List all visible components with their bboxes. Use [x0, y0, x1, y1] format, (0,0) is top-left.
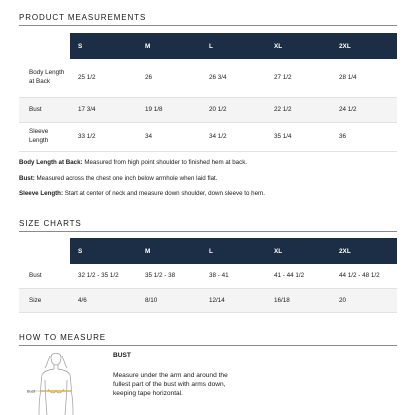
table-cell: 32 1/2 - 35 1/2 — [70, 264, 137, 288]
row-label: Bust — [19, 264, 70, 288]
note-text: Start at center of neck and measure down shoulder, down sleeve to hem. — [63, 190, 265, 197]
table-cell: 35 1/4 — [266, 122, 331, 151]
table-cell: 12/14 — [201, 288, 266, 312]
header-size-2xl: 2XL — [331, 238, 397, 264]
note-text: Measured across the chest one inch below armhole when laid flat. — [34, 175, 218, 182]
header-size-m: M — [137, 238, 201, 264]
bust-measure-figure — [20, 350, 92, 415]
note-text: Measured from high point shoulder to finished hem at back. — [82, 159, 248, 166]
note-bust — [19, 175, 399, 182]
table-cell: 44 1/2 - 48 1/2 — [331, 264, 397, 288]
header-corner — [19, 238, 70, 264]
header-size-s: S — [70, 238, 137, 264]
table-cell: 17 3/4 — [70, 97, 137, 122]
header-size-l: L — [201, 33, 266, 59]
table-cell: 34 1/2 — [201, 122, 266, 151]
table-cell: 34 — [137, 122, 201, 151]
table-row — [19, 122, 397, 151]
table-header-row — [19, 238, 397, 264]
table-header-row — [19, 33, 397, 59]
row-label: Size — [19, 288, 70, 312]
table-cell: 25 1/2 — [70, 59, 137, 97]
header-size-l: L — [201, 238, 266, 264]
header-size-2xl: 2XL — [331, 33, 397, 59]
note-term: Body Length at Back: — [19, 159, 83, 166]
table-cell: 38 - 41 — [201, 264, 266, 288]
hair-right — [62, 356, 67, 368]
figure-outline — [39, 353, 73, 415]
table-cell: 28 1/4 — [331, 59, 397, 97]
table-cell: 26 — [137, 59, 201, 97]
table-cell: 27 1/2 — [266, 59, 331, 97]
note-body-length — [19, 159, 399, 166]
table-cell: 41 - 44 1/2 — [266, 264, 331, 288]
table-cell: 8/10 — [137, 288, 201, 312]
row-label: Bust — [19, 97, 70, 122]
note-sleeve-length — [19, 190, 399, 197]
table-row — [19, 264, 397, 288]
header-corner — [19, 33, 70, 59]
table-cell: 35 1/2 - 38 — [137, 264, 201, 288]
header-size-s: S — [70, 33, 137, 59]
table-row — [19, 288, 397, 312]
header-size-m: M — [137, 33, 201, 59]
table-row — [19, 97, 397, 122]
size-charts-table — [19, 238, 397, 313]
table-cell: 4/6 — [70, 288, 137, 312]
product-measurements-title: PRODUCT MEASUREMENTS — [19, 13, 397, 26]
table-cell: 22 1/2 — [266, 97, 331, 122]
table-cell: 26 3/4 — [201, 59, 266, 97]
header-size-xl: XL — [266, 238, 331, 264]
note-term: Sleeve Length: — [19, 190, 64, 197]
table-cell: 20 — [331, 288, 397, 312]
left-torso-outline — [45, 380, 47, 415]
bust-heading: BUST — [113, 352, 131, 359]
table-cell: 24 1/2 — [331, 97, 397, 122]
hair-left — [45, 356, 50, 368]
table-row — [19, 59, 397, 97]
table-cell: 20 1/2 — [201, 97, 266, 122]
table-cell: 19 1/8 — [137, 97, 201, 122]
row-label: Body Length at Back — [19, 59, 70, 97]
bust-instructions: Measure under the arm and around the fullest part of the bust with arms down, keeping tape horizontal. — [113, 372, 228, 397]
how-to-measure-title: HOW TO MEASURE — [19, 333, 397, 346]
header-size-xl: XL — [266, 33, 331, 59]
figure-label: Bust — [27, 388, 36, 394]
table-cell: 36 — [331, 122, 397, 151]
table-cell: 33 1/2 — [70, 122, 137, 151]
row-label: Sleeve Length — [19, 122, 70, 151]
table-cell: 16/18 — [266, 288, 331, 312]
note-term: Bust: — [19, 175, 35, 182]
right-torso-outline — [65, 380, 67, 415]
size-charts-title: SIZE CHARTS — [19, 219, 397, 232]
head-outline — [51, 353, 61, 365]
product-measurements-table — [19, 33, 397, 152]
